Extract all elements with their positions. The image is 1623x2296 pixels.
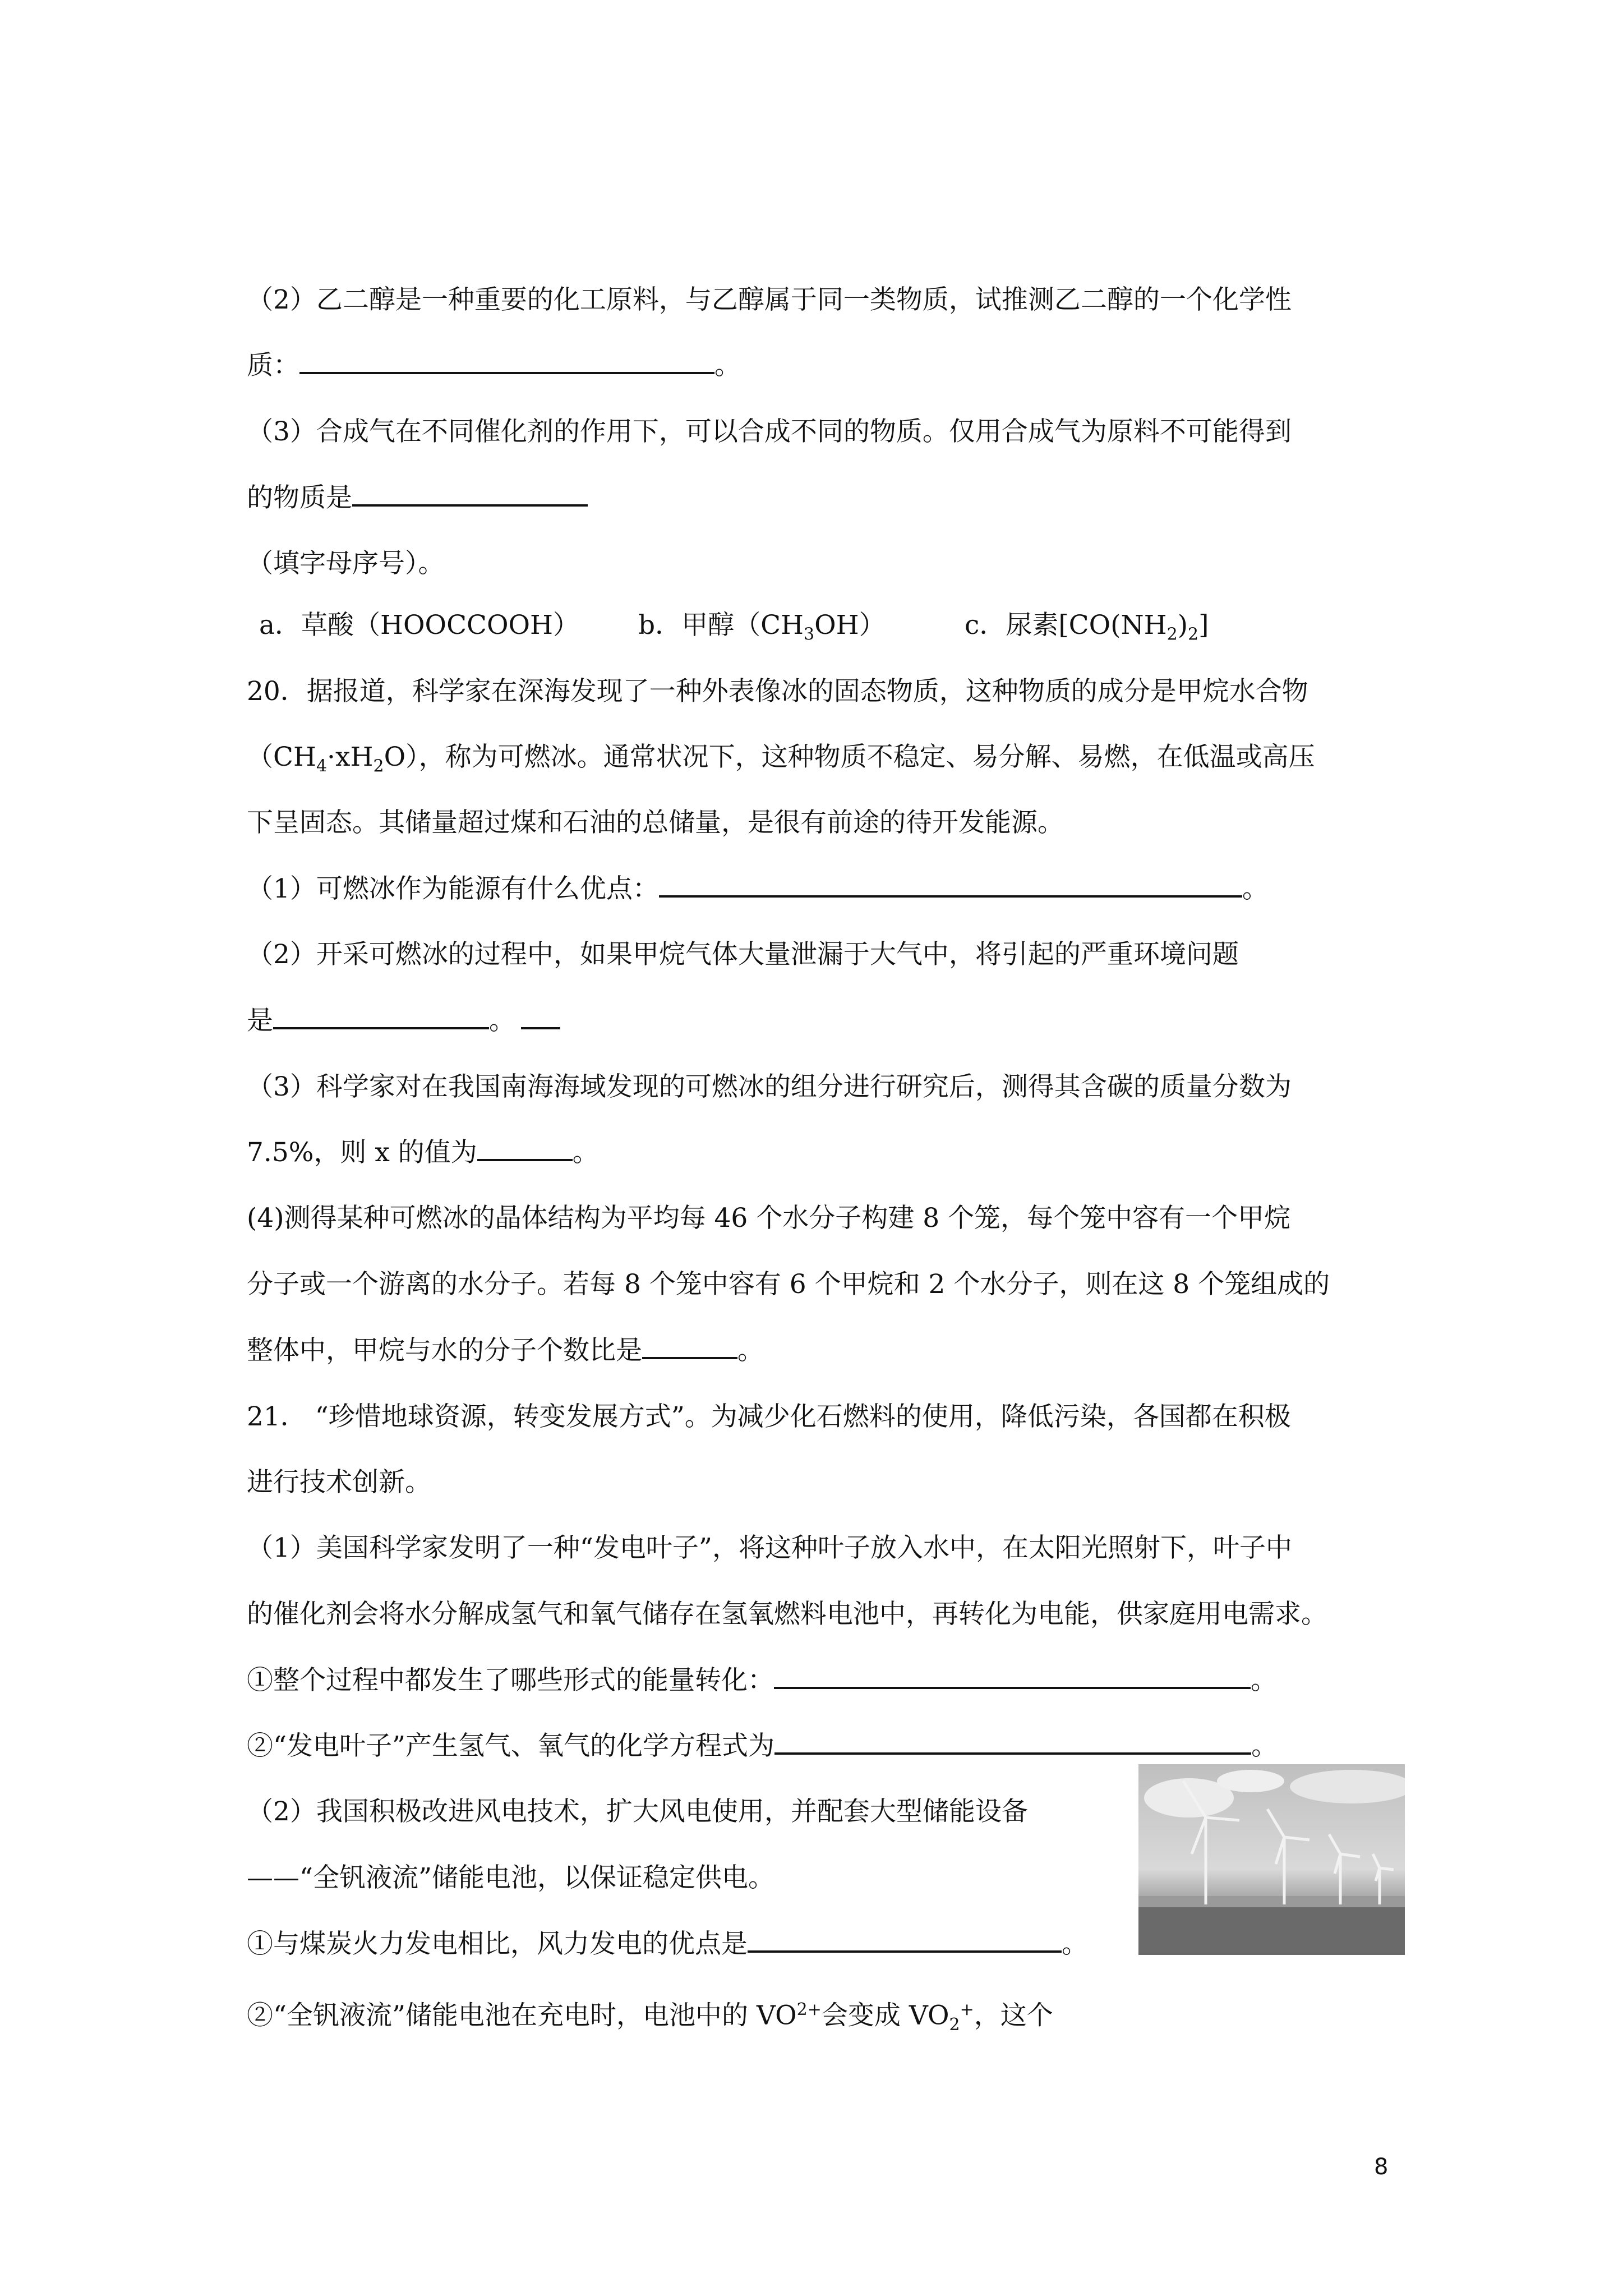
- superscript: 2+: [796, 2000, 822, 2019]
- answer-blank[interactable]: [642, 1335, 737, 1359]
- period: 。: [714, 350, 741, 381]
- q19-part2-line2: [247, 349, 741, 383]
- q21-part2-line2: ——“全钒液流”储能电池，以保证稳定供电。: [247, 1862, 775, 1893]
- subscript: 2: [1166, 624, 1178, 645]
- q19-part3-line1: （3）合成气在不同催化剂的作用下，可以合成不同的物质。仅用合成气为原料不可能得到: [247, 416, 1292, 447]
- answer-blank[interactable]: [659, 873, 1242, 898]
- q21-part1-item1-text: ①整个过程中都发生了哪些形式的能量转化：: [247, 1665, 774, 1696]
- q21-part1-item2-text: ②“发电叶子”产生氢气、氧气的化学方程式为: [247, 1731, 775, 1761]
- period: 。: [572, 1137, 599, 1168]
- q21-part2-item2: [247, 1993, 1053, 2042]
- wind-turbine-photo: [1138, 1764, 1405, 1955]
- q19-part3-line2: [247, 481, 588, 515]
- q20-part1: [247, 872, 1269, 906]
- answer-blank[interactable]: [748, 1928, 1062, 1953]
- answer-blank[interactable]: [273, 1005, 489, 1029]
- q19-part3-cont: 的物质是: [247, 482, 352, 513]
- q21-part1-item1: [247, 1664, 1277, 1697]
- q20-part2-line2: [247, 1004, 560, 1038]
- q20-part3-cont: 7.5%，则 x 的值为: [247, 1137, 477, 1168]
- q20-intro2-mid: ·xH: [327, 742, 374, 772]
- q21-intro-line2: 进行技术创新。: [247, 1467, 431, 1498]
- q20-part3-line1: （3）科学家对在我国南海海域发现的可燃冰的组分进行研究后，测得其含碳的质量分数为: [247, 1071, 1292, 1102]
- answer-blank[interactable]: [774, 1730, 1251, 1755]
- option-c-text-mid: ): [1177, 610, 1188, 641]
- answer-blank[interactable]: [352, 482, 588, 507]
- period: 。: [737, 1335, 764, 1366]
- q19-part2-line1: （2）乙二醇是一种重要的化工原料，与乙醇属于同一类物质，试推测乙二醇的一个化学性: [247, 284, 1292, 315]
- period: 。: [1251, 1665, 1277, 1696]
- q21-part1-line1: （1）美国科学家发明了一种“发电叶子”，将这种叶子放入水中，在太阳光照射下，叶子中: [247, 1533, 1292, 1563]
- q19-part2-cont: 质：: [247, 350, 299, 381]
- subscript: 3: [804, 624, 815, 645]
- option-b-text-end: OH）: [814, 610, 886, 641]
- subscript: 2: [373, 756, 384, 776]
- q21-part2-item1: [247, 1927, 1088, 1961]
- q20-part4-line3: [247, 1334, 764, 1368]
- q20-part1-text: （1）可燃冰作为能源有什么优点：: [247, 873, 659, 904]
- q21-part1-item2: [247, 1729, 1278, 1763]
- q21-part2-item2-mid: 会变成 VO: [821, 2000, 949, 2031]
- period: 。: [1251, 1731, 1278, 1761]
- option-c-text-end: ]: [1198, 610, 1209, 641]
- q20-intro-line1: 20．据报道，科学家在深海发现了一种外表像冰的固态物质，这种物质的成分是甲烷水合物: [247, 676, 1308, 707]
- q21-part2-item2-pre: ②“全钒液流”储能电池在充电时，电池中的 VO: [247, 2000, 797, 2031]
- q20-intro-line3: 下呈固态。其储量超过煤和石油的总储量，是很有前途的待开发能源。: [247, 807, 1064, 838]
- q21-part2-item1-text: ①与煤炭火力发电相比，风力发电的优点是: [247, 1929, 748, 1959]
- option-b-text: b．甲醇（CH: [638, 610, 804, 641]
- q20-part3-line2: [247, 1136, 599, 1170]
- answer-blank[interactable]: [477, 1137, 573, 1161]
- q19-option-b: [638, 609, 886, 651]
- period: 。: [1062, 1929, 1088, 1959]
- q20-intro2-post: O），称为可燃冰。通常状况下，这种物质不稳定、易分解、易燃，在低温或高压: [384, 742, 1315, 772]
- q21-part2-item2-post: ，这个: [974, 2000, 1053, 2031]
- superscript: +: [960, 2000, 974, 2019]
- option-c-text: c．尿素[CO(NH: [965, 610, 1167, 641]
- subscript: 2: [949, 2015, 960, 2035]
- q20-part4-line3-text: 整体中，甲烷与水的分子个数比是: [247, 1335, 642, 1366]
- q20-intro2-pre: （CH: [247, 742, 316, 772]
- q20-part2-cont: 是: [247, 1005, 273, 1036]
- page-number: 8: [1374, 2154, 1389, 2180]
- q20-part2-line1: （2）开采可燃冰的过程中，如果甲烷气体大量泄漏于大气中，将引起的严重环境问题: [247, 939, 1239, 970]
- answer-blank-short[interactable]: [521, 1005, 560, 1029]
- q20-intro-line2: [247, 740, 1315, 783]
- answer-blank[interactable]: [299, 349, 714, 374]
- q20-part4-line2: 分子或一个游离的水分子。若每 8 个笼中容有 6 个甲烷和 2 个水分子，则在这 8 个笼组成的: [247, 1269, 1330, 1300]
- q19-part3-note: （填字母序号）。: [247, 548, 445, 579]
- q19-option-a: a．草酸（HOOCCOOH）: [259, 610, 580, 641]
- answer-blank[interactable]: [774, 1664, 1251, 1689]
- q21-intro-line1: 21． “珍惜地球资源，转变发展方式”。为减少化石燃料的使用，降低污染，各国都在积极: [247, 1401, 1291, 1432]
- q21-part2-line1: （2）我国积极改进风电技术，扩大风电使用，并配套大型储能设备: [247, 1796, 1028, 1827]
- subscript: 2: [1188, 624, 1199, 645]
- subscript: 4: [316, 756, 328, 776]
- period: 。: [489, 1005, 515, 1036]
- period: 。: [1242, 873, 1269, 904]
- q19-option-c: [965, 609, 1209, 651]
- q20-part4-line1: (4)测得某种可燃冰的晶体结构为平均每 46 个水分子构建 8 个笼，每个笼中容有一个甲烷: [247, 1203, 1291, 1234]
- q21-part1-line2: 的催化剂会将水分解成氢气和氧气储存在氢氧燃料电池中，再转化为电能，供家庭用电需求。: [247, 1599, 1327, 1630]
